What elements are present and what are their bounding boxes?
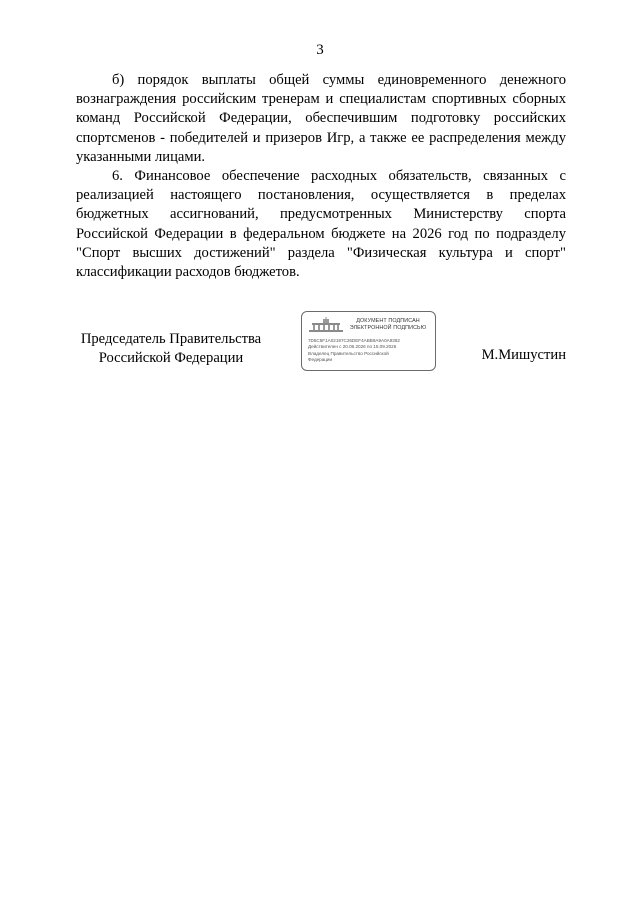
signature-block xyxy=(76,318,566,380)
stamp-heading-line-2: ЭЛЕКТРОННОЙ ПОДПИСЬЮ xyxy=(349,325,427,331)
stamp-owner-line-2: Федерации xyxy=(308,356,333,362)
signer-title xyxy=(76,330,266,368)
stamp-heading xyxy=(342,318,434,332)
stamp-owner-line-1: Владелец Правительство Российской xyxy=(308,350,389,356)
signer-name: М.Мишустин xyxy=(481,347,566,363)
paragraph-b: б) порядок выплаты общей суммы единовременного денежного вознаграждения российским тренерам и специалистам спортивных сборных команд Российской Федерации, обеспечившим подготовку российских спортсменов - победителей и призеров Игр, а также ее распределения между указанными лицами. xyxy=(76,72,566,165)
stamp-details xyxy=(308,338,433,363)
document-body xyxy=(76,71,566,282)
government-building-icon xyxy=(308,317,344,333)
signer-title-line-2: Российской Федерации xyxy=(98,350,244,366)
electronic-signature-stamp xyxy=(301,311,436,371)
stamp-certificate: 7D5C5F1A02197C26DEF4ABB9A9A0A9382 xyxy=(308,338,400,343)
stamp-heading-line-1: ДОКУМЕНТ ПОДПИСАН xyxy=(356,318,420,324)
paragraph-6: 6. Финансовое обеспечение расходных обязательств, связанных с реализацией настоящего постановления, осуществляется в пределах бюджетных ассигнований, предусмотренных Министерству спорта Российской Федерации в федеральном бюджете на 2026 год по подразделу "Спорт высших достижений" раздела "Физическая культура и спорт" классификации расходов бюджетов. xyxy=(76,168,566,281)
signer-title-line-1: Председатель Правительства xyxy=(80,331,262,347)
stamp-validity: Действителен с 20.06.2026 по 15.09.2026 xyxy=(308,344,397,350)
page-number: 3 xyxy=(316,42,324,58)
